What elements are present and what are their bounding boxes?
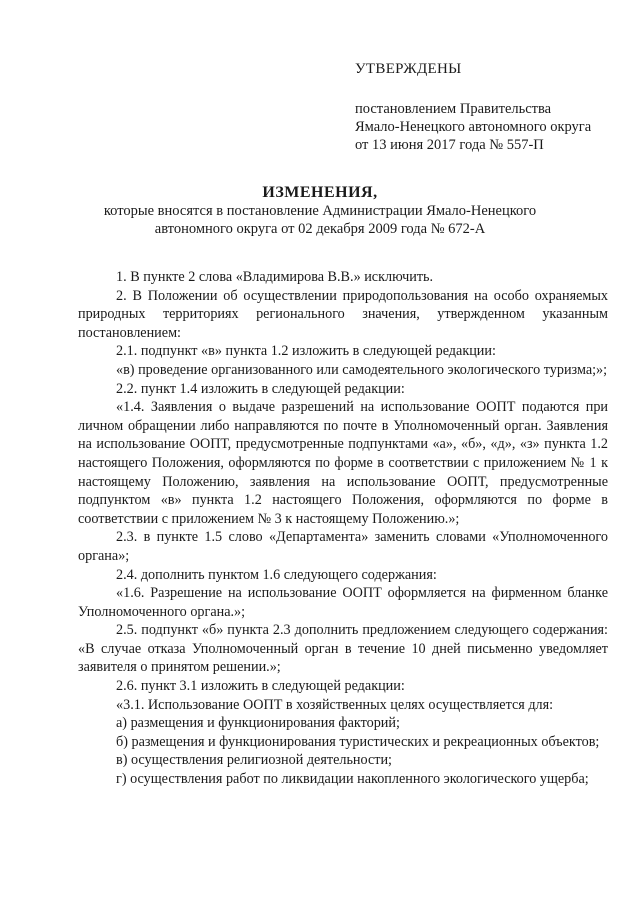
paragraph: «1.6. Разрешение на использование ООПТ оформляется на фирменном бланке Уполномоченного органа.»; (78, 585, 608, 620)
approval-line: постановлением Правительства (355, 101, 552, 117)
paragraph: 2.5. подпункт «б» пункта 2.3 дополнить предложением следующего содержания: «В случае отказа Уполномоченный орган в течение 10 дней письменно уведомляет заявителя о принятом решении.»; (78, 622, 608, 676)
paragraph: 2. В Положении об осуществлении природопользования на особо охраняемых природных территориях регионального значения, утвержденном указанным постановлением: (78, 287, 608, 341)
paragraph: 2.2. пункт 1.4 изложить в следующей редакции: (116, 380, 405, 397)
paragraph: 2.4. дополнить пунктом 1.6 следующего содержания: (116, 566, 437, 583)
paragraph: б) размещения и функционирования туристических и рекреационных объектов; (116, 733, 600, 750)
approval-line: от 13 июня 2017 года № 557-П (355, 137, 544, 153)
paragraph: а) размещения и функционирования факторий; (116, 715, 400, 732)
paragraph: 1. В пункте 2 слова «Владимирова В.В.» исключить. (116, 269, 434, 285)
paragraph: 2.6. пункт 3.1 изложить в следующей редакции: (116, 678, 405, 695)
document-subtitle-line: которые вносятся в постановление Администрации Ямало-Ненецкого (103, 203, 537, 219)
document-heading (60, 183, 580, 238)
document-title: ИЗМЕНЕНИЯ, (262, 184, 378, 201)
approval-title: УТВЕРЖДЕНЫ (355, 61, 462, 77)
paragraph: 2.3. в пункте 1.5 слово «Департамента» заменить словами «Уполномоченного органа»; (78, 529, 608, 564)
document-subtitle-line: автономного округа от 02 декабря 2009 года № 672-А (154, 221, 486, 237)
approval-line: Ямало-Ненецкого автономного округа (355, 119, 592, 135)
document-body (78, 268, 608, 789)
paragraph: «1.4. Заявления о выдаче разрешений на использование ООПТ подаются при личном обращении либо направляются по почте в Уполномоченный орган. Заявления на использование ООПТ, предусмотренные подпунктами «а», «б», «д», «з» пункта 1.2 настоящего Положения, оформляются по форме в соответствии с приложением № 1 к настоящему Положению, заявления на использование ООПТ, предусмотренные подпунктом «в» пункта 1.2 настоящего Положения, оформляются по форме в соответствии с приложением № 3 к настоящему Положению.»; (78, 399, 608, 527)
paragraph: г) осуществления работ по ликвидации накопленного экологического ущерба; (116, 771, 589, 788)
paragraph: в) осуществления религиозной деятельности; (116, 752, 392, 769)
approval-stamp (355, 60, 625, 154)
paragraph: «в) проведение организованного или самодеятельного экологического туризма;»; (116, 361, 608, 378)
paragraph: 2.1. подпункт «в» пункта 1.2 изложить в следующей редакции: (116, 343, 496, 360)
paragraph: «3.1. Использование ООПТ в хозяйственных целях осуществляется для: (116, 696, 554, 713)
